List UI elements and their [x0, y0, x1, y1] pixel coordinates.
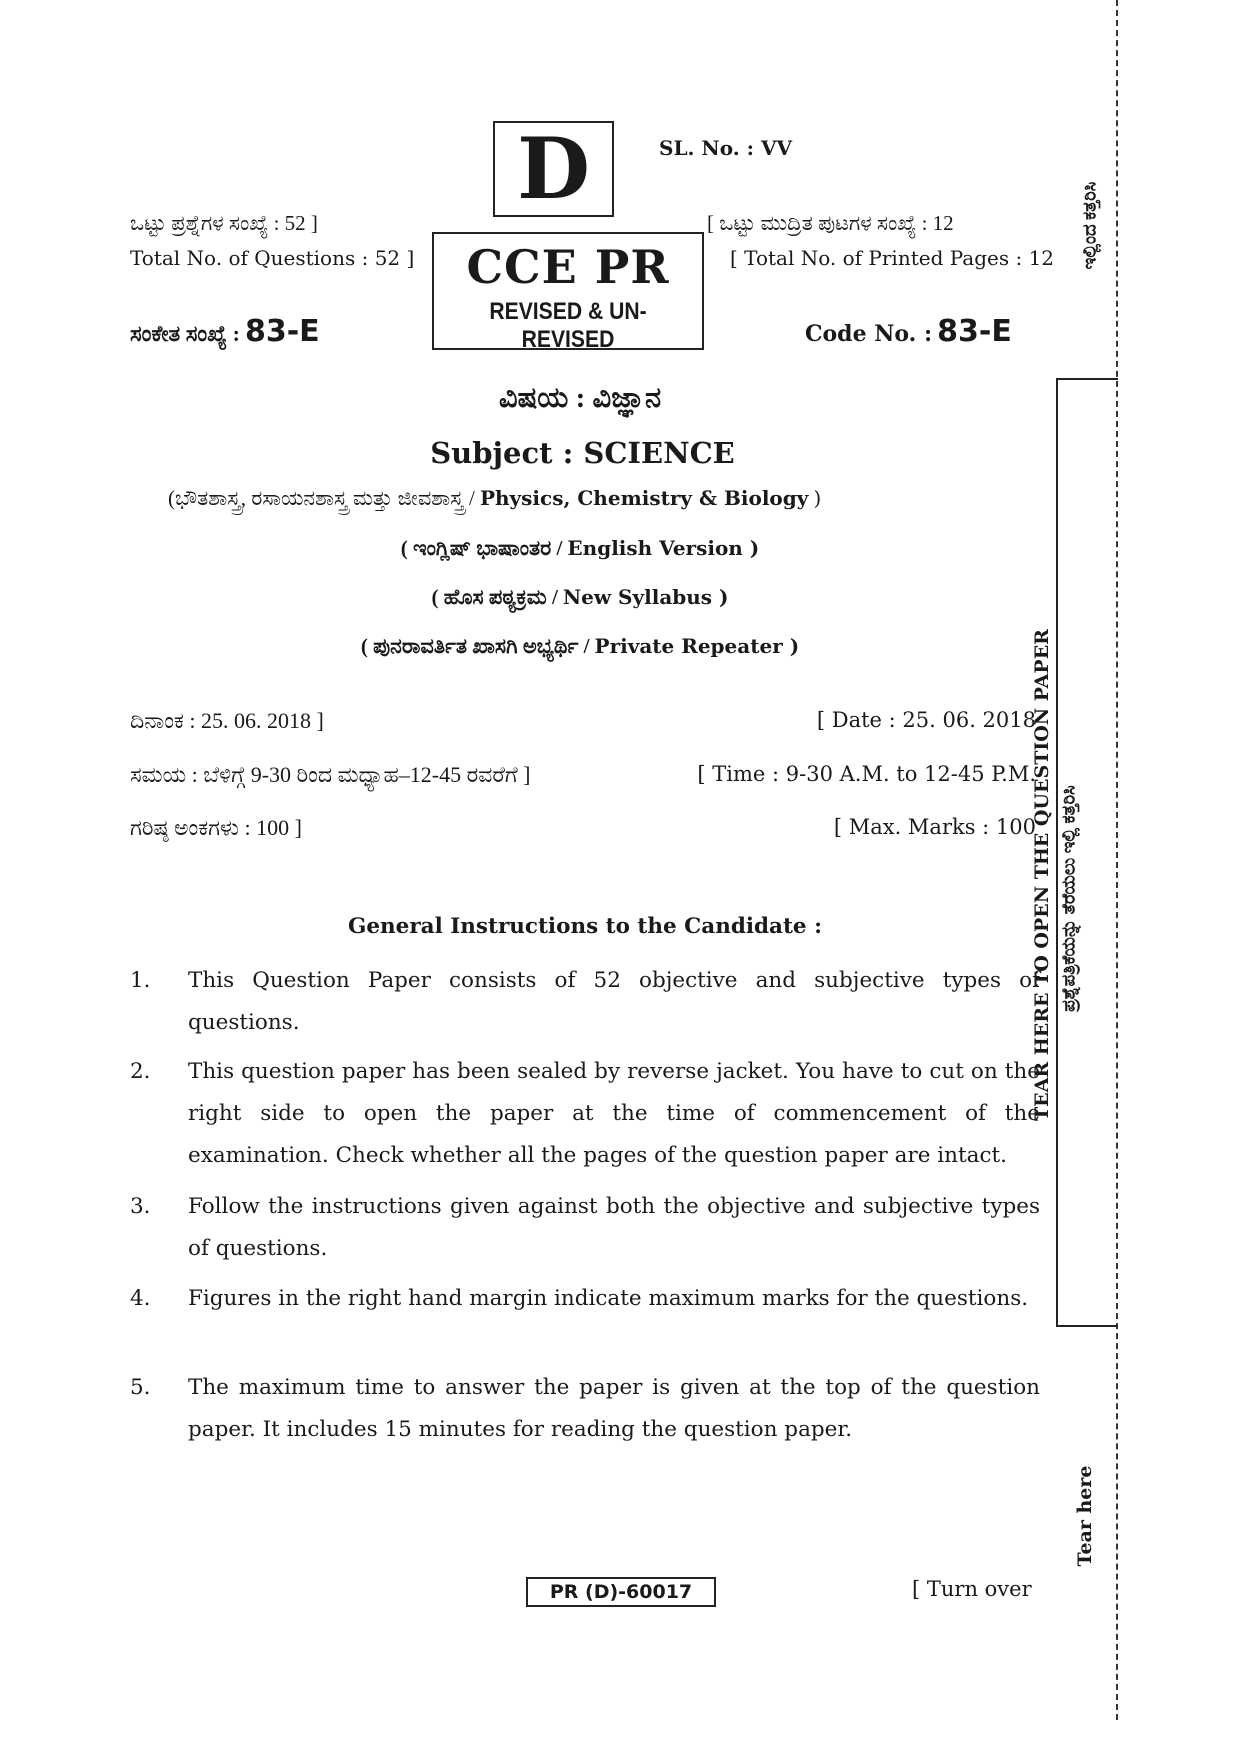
- instruction-item: [130, 960, 1040, 1044]
- tear-open-en: TEAR HERE TO OPEN THE QUESTION PAPER: [1031, 629, 1053, 1121]
- instruction-item: [130, 1186, 1040, 1270]
- questions-count-kn: ಒಟ್ಟು ಪ್ರಶ್ನೆಗಳ ಸಂಖ್ಯೆ : 52 ]: [130, 211, 318, 235]
- set-letter: D: [517, 119, 590, 218]
- subject-en: Subject : SCIENCE: [430, 436, 735, 470]
- tear-here-label: Tear here: [1074, 1465, 1096, 1567]
- tear-top-label-wrap: [1020, 181, 1160, 270]
- version: [0, 536, 1160, 561]
- syllabus-kn: ( ಹೊಸ ಪಠ್ಯಕ್ರಮ /: [431, 585, 558, 609]
- subject-kn: ವಿಷಯ : ವಿಜ್ಞಾನ: [498, 382, 662, 414]
- instruction-item: [130, 1278, 1040, 1320]
- instruction-text: This question paper has been sealed by reverse jacket. You have to cut on the right side to open the paper at the time of commencement of the examination. Check whether all the pages of the question paper are intact.: [188, 1059, 1040, 1168]
- exam-name: CCE PR: [466, 240, 670, 294]
- instruction-number: 2.: [130, 1059, 151, 1084]
- branches-kn: (ಭೌತಶಾಸ್ತ್ರ, ರಸಾಯನಶಾಸ್ತ್ರ ಮತ್ತು ಜೀವಶಾಸ್ತ್ರ /: [168, 486, 475, 510]
- time-en: [ Time : 9-30 A.M. to 12-45 P.M.: [697, 762, 1036, 786]
- version-kn: ( ಇಂಗ್ಲಿಷ್ ಭಾಷಾಂತರ /: [400, 536, 563, 560]
- pages-count-kn: [ ಒಟ್ಟು ಮುದ್ರಿತ ಪುಟಗಳ ಸಂಖ್ಯೆ : 12: [707, 211, 954, 235]
- version-en: English Version ): [567, 536, 760, 560]
- syllabus: [0, 585, 1160, 610]
- instructions-title: General Instructions to the Candidate :: [347, 914, 823, 939]
- instruction-number: 5.: [130, 1375, 151, 1400]
- tear-here-wrap: [1030, 1465, 1140, 1567]
- marks-kn: ಗರಿಷ್ಠ ಅಂಕಗಳು : 100 ]: [130, 815, 302, 840]
- candidate-kn: ( ಪುನರಾವರ್ತಿತ ಖಾಸಗಿ ಅಭ್ಯರ್ಥಿ /: [360, 634, 590, 658]
- candidate-en: Private Repeater ): [594, 634, 800, 658]
- code-en-label: Code No. :: [805, 321, 933, 347]
- instruction-text: Follow the instructions given against both the objective and subjective types of questions.: [188, 1194, 1040, 1261]
- syllabus-en: New Syllabus ): [562, 585, 729, 609]
- branches-close: ): [813, 486, 822, 510]
- code-kn-value: 83-E: [244, 314, 320, 349]
- tear-top-kn: ಇಲ್ಲಿಂದ ಕತ್ತರಿಸಿ: [1079, 181, 1100, 270]
- tear-open-kn: ಪ್ರಶ್ನೆಪತ್ರಿಕೆಯನ್ನು ತೆರೆಯಲು ಇಲ್ಲಿ ಕತ್ತರಿಸಿ: [1058, 785, 1079, 1012]
- code-kn: [130, 314, 320, 349]
- marks-en: [ Max. Marks : 100: [833, 815, 1036, 839]
- exam-title-box: [432, 232, 704, 353]
- instruction-number: 3.: [130, 1194, 151, 1219]
- code-kn-label: ಸಂಕೇತ ಸಂಖ್ಯೆ :: [130, 321, 240, 346]
- instruction-text: The maximum time to answer the paper is given at the top of the question paper. It includes 15 minutes for reading the question paper.: [188, 1375, 1040, 1442]
- instruction-item: [130, 1051, 1040, 1177]
- questions-count-en: Total No. of Questions : 52 ]: [130, 246, 415, 270]
- serial-number: SL. No. : VV: [659, 136, 793, 160]
- instruction-number: 1.: [130, 968, 151, 993]
- pages-count-en: [ Total No. of Printed Pages : 12: [730, 246, 1055, 270]
- paper-code: PR (D)-60017: [526, 1577, 716, 1607]
- turn-over: [ Turn over: [912, 1577, 1032, 1601]
- time-kn: ಸಮಯ : ಬೆಳಿಗ್ಗೆ 9-30 ರಿಂದ ಮಧ್ಯಾಹ–12-45 ರವರೆಗೆ ]: [130, 762, 531, 787]
- date-en: [ Date : 25. 06. 2018: [816, 708, 1036, 732]
- instruction-number: 4.: [130, 1286, 151, 1311]
- instruction-text: Figures in the right hand margin indicate maximum marks for the questions.: [188, 1286, 1029, 1311]
- set-letter-box: [493, 121, 614, 217]
- code-en: [805, 314, 1012, 349]
- branches: [168, 486, 821, 511]
- instruction-item: [130, 1367, 1040, 1451]
- instruction-text: This Question Paper consists of 52 objective and subjective types of questions.: [188, 968, 1040, 1035]
- exam-variant: REVISED & UN-REVISED: [489, 298, 647, 353]
- date-kn: ದಿನಾಂಕ : 25. 06. 2018 ]: [130, 708, 324, 733]
- code-en-value: 83-E: [937, 314, 1012, 349]
- branches-en: Physics, Chemistry & Biology: [479, 486, 809, 510]
- candidate-type: [0, 634, 1160, 659]
